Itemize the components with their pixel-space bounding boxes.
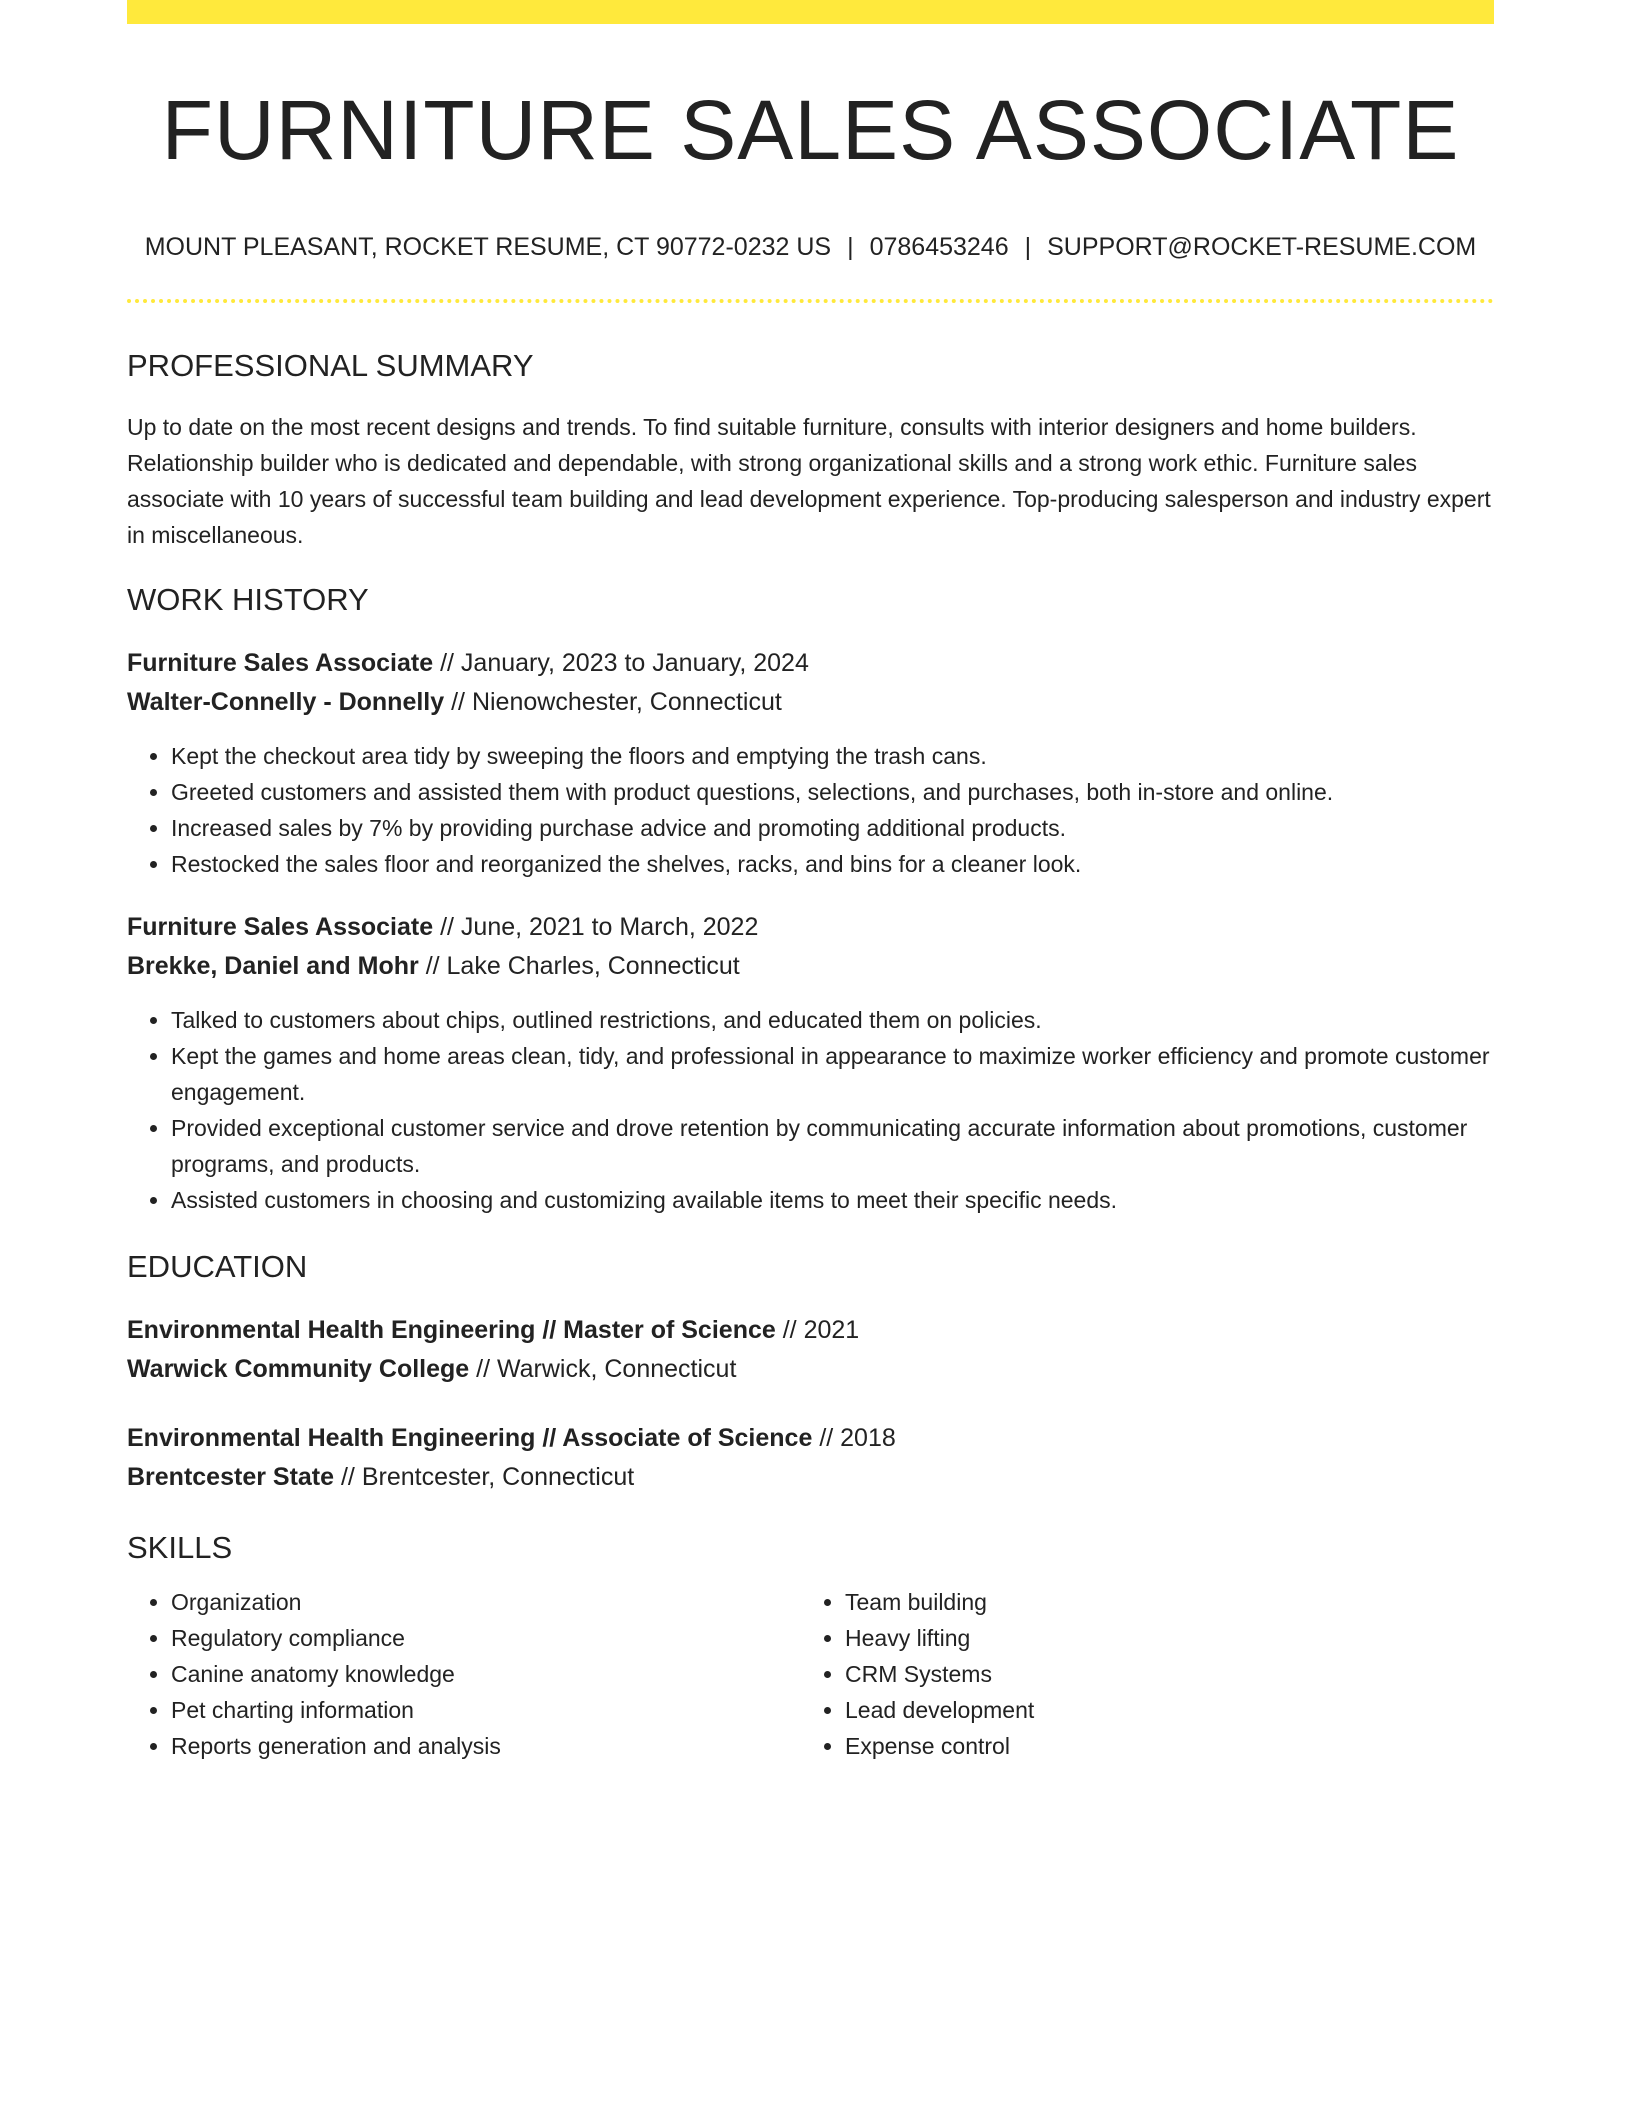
job-title: Furniture Sales Associate xyxy=(127,912,434,941)
skill-item: • Team building xyxy=(845,1584,1475,1620)
skill-item: • Lead development xyxy=(845,1692,1475,1728)
education-degree: Environmental Health Engineering // Master of Science xyxy=(127,1315,776,1344)
education-entry xyxy=(127,1311,1494,1389)
dotted-divider xyxy=(127,299,1494,303)
job-bullet: • Kept the checkout area tidy by sweeping the floors and emptying the trash cans. xyxy=(171,738,1494,774)
resume-page xyxy=(127,0,1494,1764)
job-location: // Nienowchester, Connecticut xyxy=(444,687,782,716)
education-degree-line xyxy=(127,1311,1494,1350)
contact-phone: 0786453246 xyxy=(869,233,1009,262)
education-heading: EDUCATION xyxy=(127,1248,308,1284)
job-title: Furniture Sales Associate xyxy=(127,648,434,677)
skill-item: • Pet charting information xyxy=(171,1692,801,1728)
skill-item: • Regulatory compliance xyxy=(171,1620,801,1656)
job-bullet: • Talked to customers about chips, outlined restrictions, and educated them on policies. xyxy=(171,1002,1494,1038)
job-location: // Lake Charles, Connecticut xyxy=(418,951,740,980)
job-company-line xyxy=(127,947,1494,986)
job-title-line xyxy=(127,644,1494,683)
education-entry xyxy=(127,1419,1494,1497)
resume-title: FURNITURE SALES ASSOCIATE xyxy=(161,83,1460,177)
contact-separator: | xyxy=(1024,233,1032,262)
skill-item: • Reports generation and analysis xyxy=(171,1728,801,1764)
contact-separator: | xyxy=(847,233,854,262)
summary-heading: PROFESSIONAL SUMMARY xyxy=(127,348,534,384)
job-title-line xyxy=(127,908,1494,947)
job-company-line xyxy=(127,683,1494,722)
job-bullet: • Provided exceptional customer service and drove retention by communicating accurate information about promotions, customer programs, and products. xyxy=(171,1110,1494,1182)
education-school-line xyxy=(127,1350,1494,1389)
job-bullet: • Restocked the sales floor and reorganized the shelves, racks, and bins for a cleaner look. xyxy=(171,846,1494,882)
education-school: Warwick Community College xyxy=(127,1354,470,1383)
skill-item: • Expense control xyxy=(845,1728,1475,1764)
skills-columns xyxy=(127,1584,1494,1764)
education-year: // 2021 xyxy=(775,1315,860,1344)
job-entry xyxy=(127,908,1494,1218)
job-bullet: • Kept the games and home areas clean, tidy, and professional in appearance to maximize worker efficiency and promote customer engagement. xyxy=(171,1038,1494,1110)
work-history-heading: WORK HISTORY xyxy=(127,581,369,617)
summary-text: Up to date on the most recent designs and trends. To find suitable furniture, consults with interior designers and home builders. Relationship builder who is dedicated and dependable, with strong organizational skills and a strong work ethic. Furniture sales associate with 10 years of successful team building and lead development experience. Top-producing salesperson and industry expert in miscellaneous. xyxy=(127,413,1491,548)
education-location: // Brentcester, Connecticut xyxy=(334,1462,635,1491)
skill-item: • Heavy lifting xyxy=(845,1620,1475,1656)
education-school-line xyxy=(127,1458,1494,1497)
education-school: Brentcester State xyxy=(127,1462,335,1491)
job-dates: // June, 2021 to March, 2022 xyxy=(433,912,759,941)
job-bullet: • Greeted customers and assisted them with product questions, selections, and purchases, both in-store and online. xyxy=(171,774,1494,810)
job-company: Brekke, Daniel and Mohr xyxy=(127,951,419,980)
accent-top-bar xyxy=(127,0,1494,24)
contact-email: SUPPORT@ROCKET-RESUME.COM xyxy=(1047,233,1477,262)
skills-list-left xyxy=(127,1584,801,1764)
education-location: // Warwick, Connecticut xyxy=(469,1354,737,1383)
skill-item: • Canine anatomy knowledge xyxy=(171,1656,801,1692)
job-dates: // January, 2023 to January, 2024 xyxy=(433,648,809,677)
job-company: Walter-Connelly - Donnelly xyxy=(127,687,445,716)
job-bullets xyxy=(127,738,1494,882)
job-bullets xyxy=(127,1002,1494,1218)
job-bullet: • Assisted customers in choosing and customizing available items to meet their specific needs. xyxy=(171,1182,1494,1218)
job-entry xyxy=(127,644,1494,882)
contact-address: MOUNT PLEASANT, ROCKET RESUME, CT 90772-0232 US xyxy=(144,233,832,262)
education-year: // 2018 xyxy=(812,1423,896,1452)
job-bullet: • Increased sales by 7% by providing purchase advice and promoting additional products. xyxy=(171,810,1494,846)
contact-line xyxy=(127,232,1494,262)
education-degree-line xyxy=(127,1419,1494,1458)
skill-item: • CRM Systems xyxy=(845,1656,1475,1692)
skills-heading: SKILLS xyxy=(127,1529,233,1565)
education-degree: Environmental Health Engineering // Associate of Science xyxy=(127,1423,813,1452)
skill-item: • Organization xyxy=(171,1584,801,1620)
skills-list-right xyxy=(801,1584,1475,1764)
